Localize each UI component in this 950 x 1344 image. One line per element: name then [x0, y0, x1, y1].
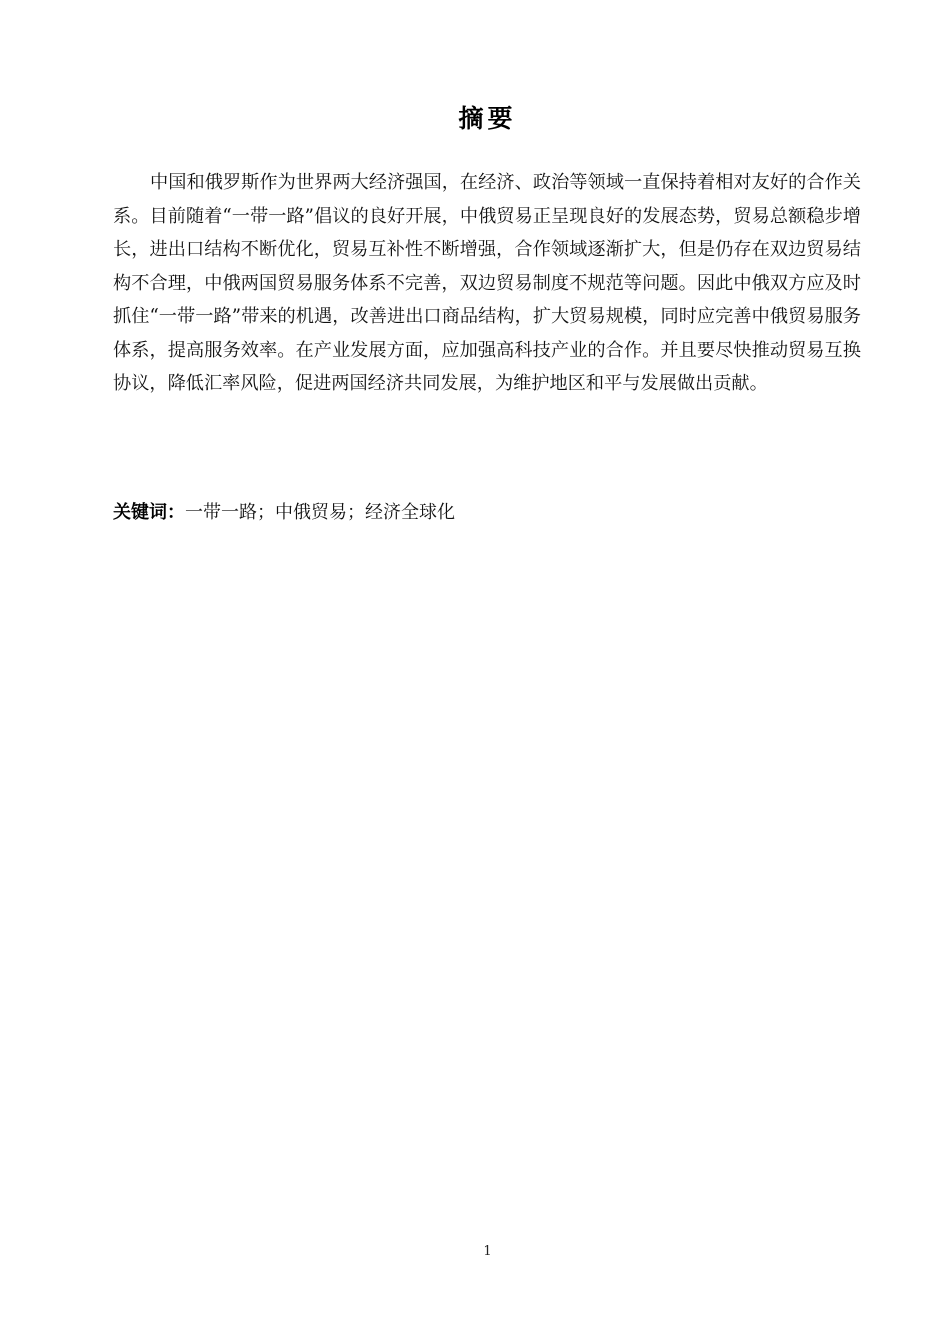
page-title: 摘要 — [458, 104, 517, 133]
abstract-paragraph: 中国和俄罗斯作为世界两大经济强国，在经济、政治等领域一直保持着相对友好的合作关系。目前随着“一带一路”倡议的良好开展，中俄贸易正呈现良好的发展态势，贸易总额稳步增长，进出口结构不断优化，贸易互补性不断增强，合作领域逐渐扩大，但是仍存在双边贸易结构不合理，中俄两国贸易服务体系不完善，双边贸易制度不规范等问题。因此中俄双方应及时抓住“一带一路”带来的机遇，改善进出口商品结构，扩大贸易规模，同时应完善中俄贸易服务体系，提高服务效率。在产业发展方面，应加强高科技产业的合作。并且要尽快推动贸易互换协议，降低汇率风险，促进两国经济共同发展，为维护地区和平与发展做出贡献。 — [113, 172, 861, 394]
keywords-line — [113, 498, 861, 528]
keywords-values: 一带一路；中俄贸易；经济全球化 — [185, 502, 455, 523]
keywords-label: 关键词： — [113, 502, 185, 523]
page-number: 1 — [483, 1244, 492, 1259]
